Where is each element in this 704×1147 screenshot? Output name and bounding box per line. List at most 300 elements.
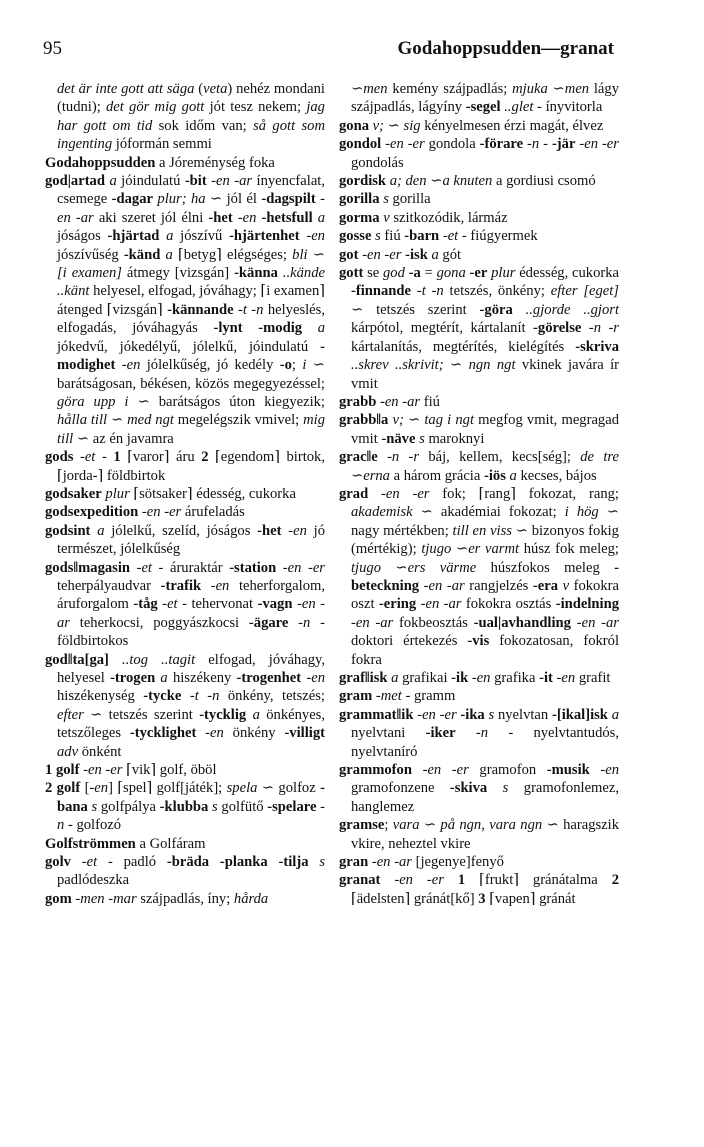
headword: -station xyxy=(229,559,277,576)
dictionary-entry xyxy=(339,816,619,853)
definition-text xyxy=(243,320,259,336)
headword: -känd xyxy=(123,246,161,263)
headword: -ual|avhandling xyxy=(473,614,571,631)
dictionary-entry xyxy=(45,448,325,485)
dictionary-entry xyxy=(45,559,325,651)
definition-text: a Golfáram xyxy=(135,835,206,852)
definition-text: ⌈egendom⌉ birtok, ⌈jorda-⌉ földbirtok xyxy=(57,449,326,484)
definition-text: ; xyxy=(384,817,393,834)
italic-text: akademisk ∽ xyxy=(351,504,433,521)
definition-text: nyelvtan xyxy=(494,706,552,723)
definition-text: - ínyvitorla xyxy=(533,99,603,116)
italic-text: bli ∽ [i examen] xyxy=(57,246,325,282)
italic-text: -et xyxy=(79,449,96,466)
italic-text: -et xyxy=(136,559,152,576)
dictionary-entry xyxy=(339,246,619,264)
headword: -näve xyxy=(381,430,416,447)
dictionary-entry-continuation xyxy=(339,80,619,117)
definition-text: golfütő xyxy=(217,798,268,815)
headword: 1 xyxy=(113,449,121,466)
headword: godsexpedition xyxy=(45,504,139,521)
definition-text: átmegy [vizsgán] xyxy=(121,265,235,282)
italic-text: s xyxy=(488,706,495,723)
italic-text: ..tog ..tagit xyxy=(122,651,196,668)
definition-text xyxy=(181,688,189,704)
italic-text: det gör mig gott xyxy=(106,99,205,116)
italic-text: det är inte gott att säga xyxy=(57,81,195,97)
definition-text: önként xyxy=(78,743,122,760)
definition-text: tetszés szerint xyxy=(363,301,480,318)
definition-text: fokbeosztás xyxy=(393,614,474,631)
page-number: 95 xyxy=(43,38,62,59)
headword: -beteckning xyxy=(351,559,619,594)
headword: -het xyxy=(257,522,282,539)
headword: -klubba xyxy=(159,798,209,815)
italic-text: ∽men xyxy=(351,81,388,97)
dictionary-entry xyxy=(45,154,325,172)
definition-text xyxy=(302,320,318,336)
headword: gondol xyxy=(339,136,382,153)
definition-text xyxy=(412,762,423,778)
definition-text: golfoz xyxy=(274,780,321,797)
headword: -hjärtad xyxy=(107,228,160,245)
headword: -indelning xyxy=(555,596,619,613)
headword: god|artad xyxy=(45,173,105,190)
definition-text: barátságosan, békésen, közös megegyezéssel; xyxy=(57,375,325,392)
dictionary-entry xyxy=(339,135,619,172)
definition-text: fiú xyxy=(420,393,440,410)
italic-text: a xyxy=(97,522,105,539)
dictionary-entry xyxy=(339,853,619,871)
headword: -villigt xyxy=(284,725,325,742)
running-head: Godahoppsudden—granat xyxy=(397,38,614,59)
headword: Godahoppsudden xyxy=(45,154,156,171)
definition-text: haragszik vkire, neheztel vkire xyxy=(351,817,619,852)
italic-text: v; ∽ sig xyxy=(372,117,421,134)
definition-text: jóságos xyxy=(57,228,108,245)
definition-text: megelégszik vmivel; xyxy=(173,412,304,429)
italic-text: v xyxy=(562,577,570,594)
italic-text: adv xyxy=(57,743,79,760)
definition-text: grafikai xyxy=(398,670,452,686)
definition-text: se xyxy=(363,265,383,282)
italic-text: a xyxy=(509,467,517,484)
italic-text: a xyxy=(391,670,399,686)
italic-text: s xyxy=(91,798,98,815)
definition-text: fiú xyxy=(380,228,405,245)
page-header xyxy=(43,38,614,68)
definition-text: kártalanítás, megtérítés, kielégítés xyxy=(351,338,576,355)
italic-text: -en -ar xyxy=(57,191,325,226)
headword: -o xyxy=(279,357,292,374)
headword: -spelare xyxy=(267,798,317,815)
dictionary-entry xyxy=(339,190,619,208)
italic-text: -en -er xyxy=(417,706,457,723)
definition-text: akadémiai fokozat; xyxy=(432,504,565,521)
definition-text: önkény, tetszés; xyxy=(219,688,325,705)
headword: -isk xyxy=(405,246,428,263)
headword: -era xyxy=(532,577,559,594)
italic-text: -en xyxy=(306,670,325,686)
headword: -görelse xyxy=(533,320,582,337)
italic-text: -en xyxy=(237,209,257,226)
headword: gorilla xyxy=(339,191,380,208)
italic-text: -en -er xyxy=(362,246,402,263)
headword: grad xyxy=(339,485,369,502)
headword: gom xyxy=(45,890,72,907)
italic-text: -en -ar xyxy=(57,596,325,631)
dictionary-entry xyxy=(45,890,325,908)
headword: -trafik xyxy=(160,577,202,594)
italic-text: s xyxy=(419,430,425,447)
definition-text: gramofon xyxy=(468,762,547,779)
headword: -barn xyxy=(404,228,440,245)
definition-text: kárpótol, megtérít, kártalanít xyxy=(351,320,534,337)
definition-text: - tehervonat xyxy=(177,596,258,613)
headword: godsaker xyxy=(45,485,102,502)
headword: -tåg xyxy=(133,596,158,613)
definition-text: tetszés, önkény; xyxy=(443,283,551,300)
dictionary-entry xyxy=(339,172,619,190)
italic-text: -en -ar xyxy=(211,173,253,190)
italic-text: -en -ar xyxy=(379,393,421,410)
definition-text: kényelmesen érzi magát, élvez xyxy=(420,117,604,134)
definition-text: jóindulatú xyxy=(116,173,185,190)
headword: -kännande xyxy=(167,301,234,318)
dictionary-entry xyxy=(339,687,619,705)
definition-text: gót xyxy=(438,246,462,263)
definition-text: jót tesz nekem; xyxy=(204,99,307,116)
definition-text: ínyencfalat, csemege xyxy=(57,173,325,208)
italic-text: a xyxy=(160,670,168,686)
headword: grammat‖ik xyxy=(339,706,414,723)
definition-text: - padló xyxy=(97,854,167,871)
headword: -dagar xyxy=(111,191,153,208)
definition-text: teherforgalom, áruforgalom xyxy=(57,577,325,613)
headword: -göra xyxy=(479,301,513,318)
definition-text: hiszékenység xyxy=(57,688,144,705)
italic-text: -en -er xyxy=(141,504,182,521)
definition-text: padlódeszka xyxy=(57,872,130,889)
right-column xyxy=(339,80,619,908)
definition-text xyxy=(201,578,211,594)
definition-text: húszfokos meleg xyxy=(476,559,615,576)
italic-text: -en xyxy=(89,780,109,797)
italic-text: -en -ar xyxy=(576,614,619,631)
headword: -er xyxy=(469,265,488,282)
definition-text: grafit xyxy=(575,670,611,686)
definition-text: lágy szájpadlás, lágyíny xyxy=(351,81,619,116)
dictionary-entry xyxy=(45,853,325,890)
definition-text: doktori értekezés xyxy=(351,633,468,650)
definition-text: fokozatosan, fokról fokra xyxy=(351,633,619,668)
definition-text: [jegenye]fenyő xyxy=(411,854,504,871)
italic-text: -n -r xyxy=(387,449,420,466)
definition-text: fokokra oszt xyxy=(351,577,619,613)
definition-text: rangjelzés xyxy=(464,577,533,594)
definition-text: a Jóreménység foka xyxy=(155,154,275,171)
italic-text: göra upp i ∽ xyxy=(57,393,150,410)
headword: got xyxy=(339,246,359,263)
definition-text: ( xyxy=(194,81,204,97)
italic-text: god xyxy=(383,265,405,282)
definition-text: báj, kellem, kecs[ség]; xyxy=(419,449,581,466)
headword: 3 xyxy=(478,890,486,907)
definition-text: kemény szájpadlás; xyxy=(387,81,513,97)
headword: -ering xyxy=(378,596,417,613)
headword: gramse xyxy=(339,817,385,834)
italic-text: tjugo ∽er varmt xyxy=(421,541,520,558)
definition-text: ⌈vik⌉ golf, öböl xyxy=(122,762,217,779)
headword: -tycke xyxy=(143,688,182,705)
headword: -hetsfull xyxy=(261,209,313,226)
headword: -lynt xyxy=(213,320,243,337)
headword: -modighet xyxy=(57,338,325,374)
definition-text: az én javamra xyxy=(89,430,174,447)
italic-text: a; den ∽a knuten xyxy=(389,173,493,190)
italic-text: v; ∽ tag i ngt xyxy=(392,412,475,429)
definition-text: a három grácia xyxy=(389,467,484,484)
italic-text: a xyxy=(317,320,325,337)
definition-text: - gramm xyxy=(401,688,456,705)
headword: -modig xyxy=(258,320,303,337)
headword: gods xyxy=(45,449,74,466)
definition-text: ⌈vapen⌉ gránát xyxy=(485,890,576,907)
definition-text: - xyxy=(539,136,552,153)
dictionary-entry xyxy=(45,779,325,834)
italic-text: v xyxy=(383,209,390,226)
definition-text: - golfozó xyxy=(64,817,122,834)
definition-text xyxy=(109,652,122,668)
dictionary-entry xyxy=(45,522,325,559)
italic-text: plur xyxy=(105,485,130,502)
italic-text: spela ∽ xyxy=(226,780,275,797)
italic-text: -en -er xyxy=(422,762,469,779)
italic-text: hårda xyxy=(233,890,269,907)
definition-text: megfog vmit, megragad vmit xyxy=(351,412,620,447)
definition-text: helyesel, elfogad, jóváhagy; ⌈i examen⌉ átenged ⌈vizsgán⌉ xyxy=(57,283,325,318)
dictionary-entry xyxy=(339,411,619,448)
italic-text: -t -n xyxy=(189,688,220,705)
definition-text xyxy=(209,854,220,870)
definition-text: jóformán semmi xyxy=(112,136,212,153)
italic-text: s xyxy=(319,854,326,871)
definition-text: nagy mértékben; xyxy=(351,522,453,539)
dictionary-entry xyxy=(45,761,325,779)
italic-text: -en -ar xyxy=(423,577,465,594)
headword: -förare xyxy=(479,136,524,153)
definition-text: ⌈varor⌉ áru xyxy=(120,449,202,466)
definition-text: ⌈ädelsten⌉ gránát[kő] xyxy=(351,890,479,907)
dictionary-entry xyxy=(339,227,619,245)
italic-text: hålla till ∽ med ngt xyxy=(57,412,174,429)
headword: 1 golf xyxy=(45,762,80,779)
definition-text: teherpályaudvar xyxy=(57,577,161,594)
definition-text xyxy=(581,320,588,336)
italic-text: -en -er xyxy=(385,136,425,153)
headword: -skriva xyxy=(575,338,619,355)
italic-text: -en -ar xyxy=(420,596,462,613)
headword: gorma xyxy=(339,209,380,226)
definition-text xyxy=(71,854,82,870)
headword: -segel xyxy=(465,99,501,116)
definition-text xyxy=(487,780,502,796)
definition-text: ] ⌈spel⌉ golf[játék]; xyxy=(108,780,227,797)
definition-text: vkinek javára ír vmit xyxy=(351,357,619,392)
italic-text: -en xyxy=(288,522,307,539)
definition-text: jólelkűség, jó kedély xyxy=(140,357,280,374)
definition-text: gondola xyxy=(424,136,480,153)
italic-text: -en xyxy=(556,670,576,686)
italic-text: -n xyxy=(298,614,311,631)
definition-text: gondolás xyxy=(351,154,404,171)
headword: -iös xyxy=(483,467,506,484)
italic-text: plur; ha ∽ xyxy=(157,191,223,208)
headword: Golfströmmen xyxy=(45,835,136,852)
italic-text: s xyxy=(375,228,381,245)
headword: -bana xyxy=(57,780,325,815)
dictionary-entry xyxy=(339,761,619,816)
definition-text: tetszés szerint xyxy=(102,706,200,723)
definition-text xyxy=(368,486,381,502)
dictionary-entry xyxy=(45,651,325,761)
headword: gona xyxy=(339,117,370,134)
italic-text: -en -ar xyxy=(371,854,412,871)
definition-text: [ xyxy=(80,780,90,797)
headword: gordisk xyxy=(339,173,387,190)
definition-text: jószívűség xyxy=(57,246,124,263)
italic-text: -t -n xyxy=(416,283,444,300)
headword: grabb‖a xyxy=(339,412,389,429)
definition-text: aki szeret jól élni xyxy=(93,209,209,226)
definition-text xyxy=(590,762,601,778)
headword: -finnande xyxy=(351,283,412,300)
italic-text: a xyxy=(109,173,117,190)
italic-text: -t -n xyxy=(238,301,264,318)
headword: -tycklighet xyxy=(129,725,197,742)
definition-text xyxy=(288,615,298,631)
headword: 1 xyxy=(457,872,466,889)
headword: gram xyxy=(339,688,373,705)
italic-text: s xyxy=(502,780,509,797)
italic-text: -n xyxy=(527,136,540,153)
headword: god‖ta[ga] xyxy=(45,651,109,668)
definition-text: teherkocsi, poggyászkocsi xyxy=(69,614,249,631)
definition-text: ; xyxy=(291,357,303,374)
italic-text: -en xyxy=(205,725,224,742)
italic-text: i ∽ xyxy=(302,357,325,374)
dictionary-entry xyxy=(339,117,619,135)
italic-text: -en -er xyxy=(381,485,430,502)
italic-text: de tre ∽erna xyxy=(351,449,619,484)
definition-text: gorilla xyxy=(388,191,431,208)
headword: -bräda xyxy=(166,854,210,871)
italic-text: mjuka ∽men xyxy=(512,81,590,97)
definition-text: grafika xyxy=(490,670,540,686)
headword: -iker xyxy=(425,725,456,742)
italic-text: mig till ∽ xyxy=(57,412,325,447)
definition-text: édesség, cukorka xyxy=(515,265,619,282)
definition-text: szájpadlás, íny; xyxy=(136,890,234,907)
dictionary-entry xyxy=(45,172,325,448)
italic-text: -en -ar xyxy=(351,614,394,631)
dictionary-entry xyxy=(45,503,325,521)
definition-text: bizonyos fokig (mértékig); xyxy=(351,522,619,558)
headword: gosse xyxy=(339,228,372,245)
italic-text: -en xyxy=(121,357,141,374)
dictionary-entry xyxy=(45,835,325,853)
definition-text: hiszékeny xyxy=(167,670,237,686)
definition-text: önkényes, tetszőleges xyxy=(57,706,325,742)
headword: golv xyxy=(45,854,71,871)
headword: -jär xyxy=(551,136,576,153)
definition-text: fokokra osztás xyxy=(461,596,556,613)
definition-text: - xyxy=(95,449,114,466)
definition-text xyxy=(73,449,80,465)
headword: 2 xyxy=(201,449,209,466)
italic-text: efter ∽ xyxy=(57,706,103,723)
headword: -[ikal]isk xyxy=(551,706,608,723)
headword: graf‖isk xyxy=(339,670,388,686)
definition-text xyxy=(196,725,205,741)
definition-text: - földbirtokos xyxy=(57,614,325,650)
definition-text: jólelkű, szelíd, jóságos xyxy=(104,522,258,539)
italic-text: -en xyxy=(306,228,325,245)
headword: granat xyxy=(339,872,381,889)
italic-text: ..gjorde ..gjort xyxy=(525,301,619,318)
italic-text: ..glet xyxy=(504,99,534,116)
definition-text: ⌈frukt⌉ gránátalma xyxy=(465,872,612,889)
italic-text: -et xyxy=(81,854,98,871)
definition-text xyxy=(309,854,320,870)
dictionary-entry xyxy=(45,485,325,503)
definition-text: - áruraktár xyxy=(152,559,230,576)
definition-text: jól él xyxy=(222,191,262,208)
definition-text: fok; ⌈rang⌉ fokozat, rang; xyxy=(429,485,619,502)
definition-text: - nyelvtantudós, nyelvtaníró xyxy=(351,725,619,760)
italic-text: -men -mar xyxy=(75,890,137,907)
definition-text: golfpálya xyxy=(97,798,160,815)
headword: -ik xyxy=(451,670,469,686)
italic-text: -en xyxy=(471,670,491,686)
definition-text: szitkozódik, lármáz xyxy=(389,209,508,226)
definition-text: ) nehéz mondani (tudni); xyxy=(57,81,325,116)
definition-text xyxy=(456,725,476,741)
headword: -ika xyxy=(460,706,485,723)
headword: grac‖e xyxy=(339,449,378,466)
definition-text: - fiúgyermek xyxy=(458,228,538,245)
headword: gran xyxy=(339,854,369,871)
definition-text: maroknyi xyxy=(424,430,485,447)
italic-text: plur xyxy=(491,265,516,282)
dictionary-entry xyxy=(339,448,619,485)
definition-text xyxy=(268,854,279,870)
dictionary-entry xyxy=(339,393,619,411)
headword: -skiva xyxy=(449,780,488,797)
italic-text: a xyxy=(431,246,439,263)
headword: -hjärtenhet xyxy=(229,228,300,245)
italic-text: till en viss ∽ xyxy=(452,522,528,539)
italic-text: så gott som ingenting xyxy=(57,117,325,153)
italic-text: vara ∽ på ngn, vara ngn ∽ xyxy=(392,817,559,834)
italic-text: -en -er xyxy=(282,559,325,576)
definition-text: barátságos úton kiegyezik; xyxy=(149,393,325,410)
definition-text: jókedvű, jókedélyű, jólelkű, jóindulatú xyxy=(57,338,321,355)
dictionary-entry xyxy=(339,209,619,227)
dictionary-entry xyxy=(339,485,619,669)
headword: grabb xyxy=(339,393,377,410)
italic-text: veta xyxy=(203,81,228,97)
